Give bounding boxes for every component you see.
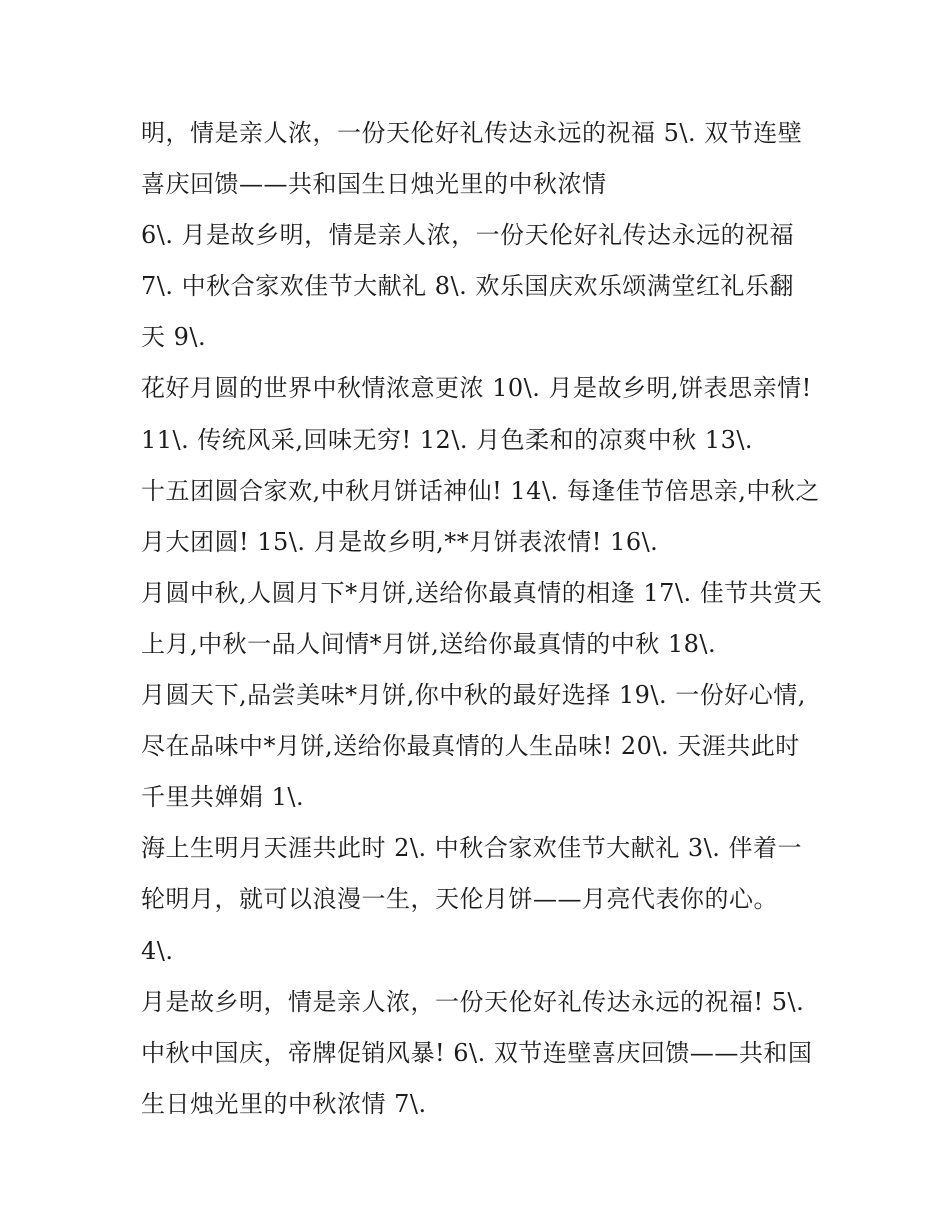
text-line: 7\. 中秋合家欢佳节大献礼 8\. 欢乐国庆欢乐颂满堂红礼乐翻: [141, 272, 794, 301]
text-line: 尽在品味中*月饼,送给你最真情的人生品味! 20\. 天涯共此时: [141, 732, 800, 761]
text-line: 月是故乡明，情是亲人浓，一份天伦好礼传达永远的祝福! 5\.: [141, 987, 805, 1016]
text-line: 6\. 月是故乡明，情是亲人浓，一份天伦好礼传达永远的祝福: [141, 221, 795, 250]
text-line: 花好月圆的世界中秋情浓意更浓 10\. 月是故乡明,饼表思亲情!: [141, 374, 812, 403]
text-line: 天 9\.: [141, 323, 207, 352]
text-line: 中秋中国庆，帝牌促销风暴! 6\. 双节连壁喜庆回馈——共和国: [141, 1038, 813, 1067]
text-line: 4\.: [141, 936, 174, 965]
document-body: [141, 108, 821, 1130]
text-line: 海上生明月天涯共此时 2\. 中秋合家欢佳节大献礼 3\. 伴着一: [141, 834, 802, 863]
text-line: 轮明月，就可以浪漫一生，天伦月饼——月亮代表你的心。: [141, 885, 778, 914]
text-line: 喜庆回馈——共和国生日烛光里的中秋浓情: [141, 170, 607, 199]
text-line: 上月,中秋一品人间情*月饼,送给你最真情的中秋 18\.: [141, 629, 717, 658]
text-line: 明，情是亲人浓，一份天伦好礼传达永远的祝福 5\. 双节连壁: [141, 119, 803, 147]
text-line: 月圆中秋,人圆月下*月饼,送给你最真情的相逢 17\. 佳节共赏天: [141, 578, 823, 607]
text-line: 月圆天下,品尝美味*月饼,你中秋的最好选择 19\. 一份好心情,: [141, 681, 806, 710]
text-line: 月大团圆! 15\. 月是故乡明,**月饼表浓情! 16\.: [141, 527, 659, 556]
text-line: 11\. 传统风采,回味无穷! 12\. 月色柔和的凉爽中秋 13\.: [141, 425, 754, 454]
text-line: 十五团圆合家欢,中秋月饼话神仙! 14\. 每逢佳节倍思亲,中秋之: [141, 476, 820, 505]
text-line: 生日烛光里的中秋浓情 7\.: [141, 1089, 427, 1118]
text-line: 千里共婵娟 1\.: [141, 783, 305, 812]
